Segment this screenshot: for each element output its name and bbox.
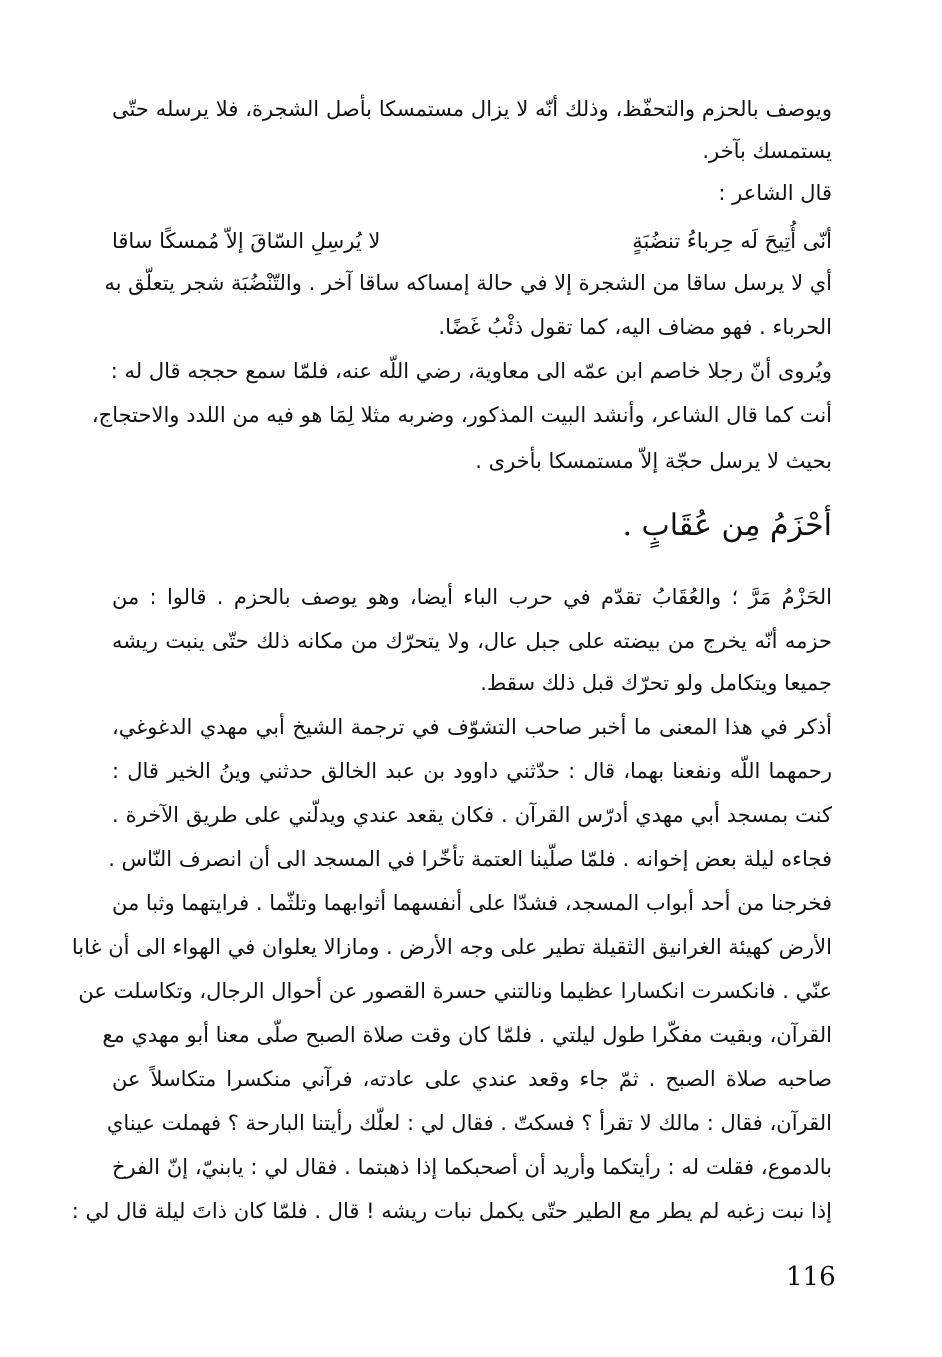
text-line: كنت بمسجد أبي مهدي أدرّس القرآن . فكان يقعد عندي ويدلّني على طريق الآخرة . xyxy=(112,803,832,827)
verse-hemistich-second: لا يُرسِلِ السّاقَ إلاّ مُمسكًا ساقا xyxy=(112,229,381,253)
text-line: ويُروى أنّ رجلا خاصم ابن عمّه الى معاوية، رضي اللّه عنه، فلمّا سمع حججه قال له : xyxy=(110,359,832,383)
text-line: قال الشاعر : xyxy=(718,181,832,205)
text-line: الحَزْمُ مَرَّ ؛ والعُقَابُ تقدّم في حرب الباء أيضا، وهو يوصف بالحزم . قالوا : من xyxy=(112,585,832,609)
text-line: حزمه أنّه يخرج من بيضته على جبل عال، ولا يتحرّك من مكانه ذلك حتّى ينبت ريشه xyxy=(112,629,832,653)
text-line: رحمهما اللّه ونفعنا بهما، قال : حدّثني داوود بن عبد الخالق حدثني وينُ الخير قال : xyxy=(112,759,832,783)
text-line: القرآن، وبقيت مفكّرا طول ليلتي . فلمّا كان وقت صلاة الصبح صلّى معنا أبو مهدي مع xyxy=(102,1023,832,1047)
text-line: أذكر في هذا المعنى ما أخبر صاحب التشوّف في ترجمة الشيخ أبي مهدي الدغوغي، xyxy=(112,715,832,739)
text-line: صاحبه صلاة الصبح . ثمّ جاء وقعد عندي على عادته، فرآني منكسرا متكاسلاً عن xyxy=(112,1067,832,1091)
text-line: الحرباء . فهو مضاف اليه، كما تقول ذئْبُ غَضًا. xyxy=(438,315,832,339)
text-line: الأرض كهيئة الغرانيق الثقيلة تطير على وجه الأرض . ومازالا يعلوان في الهواء الى أن غابا xyxy=(71,935,832,959)
text-line: إذا نبت زغبه لم يطر مع الطير حتّى يكمل نبات ريشه ! قال . فلمّا كان ذاتَ ليلة قال لي : xyxy=(71,1199,832,1223)
poetry-verse xyxy=(112,226,832,256)
text-line: فخرجنا من أحد أبواب المسجد، فشدّا على أنفسهما أثوابهما وتلثّما . فرايتهما وثبا من xyxy=(112,891,832,915)
text-line: عنّي . فانكسرت انكسارا عظيما ونالتني حسرة القصور عن أحوال الرجال، وتكاسلت عن xyxy=(78,979,832,1003)
page-number: 116 xyxy=(786,1262,836,1292)
section-heading: أحْزَمُ مِن عُقَابٍ . xyxy=(622,508,832,543)
text-line: بحيث لا يرسل حجّة إلاّ مستمسكا بأخرى . xyxy=(475,449,832,473)
text-line: ويوصف بالحزم والتحفّظ، وذلك أنّه لا يزال مستمسكا بأصل الشجرة، فلا يرسله حتّى xyxy=(112,97,832,121)
text-line: جميعا ويتكامل ولو تحرّك قبل ذلك سقط. xyxy=(480,671,832,695)
text-line: بالدموع، فقلت له : رأيتكما وأريد أن أصحبكما إذا ذهبتما . فقال لي : يابنيّ، إنّ الفرخ xyxy=(112,1155,832,1179)
text-line: يستمسك بآخر. xyxy=(702,139,832,163)
verse-hemistich-first: أنّى أُتِيحَ لَه حِرباءُ تنضُبَةٍ xyxy=(632,229,832,253)
text-line: أنت كما قال الشاعر، وأنشد البيت المذكور، وضربه مثلا لِمَا هو فيه من اللدد والاحتجاج، xyxy=(91,403,832,427)
text-line: فجاءه ليلة بعض إخوانه . فلمّا صلّينا العتمة تأخّرا في المسجد الى أن انصرف النّاس . xyxy=(108,847,832,871)
text-line: القرآن، فقال : مالك لا تقرأ ؟ فسكتّ . فقال لي : لعلّك رأيتنا البارحة ؟ فهملت عيناي xyxy=(106,1111,832,1135)
text-line: أي لا يرسل ساقا من الشجرة إلا في حالة إمساكه ساقا آخر . والتّنْضُبَة شجر يتعلّق به xyxy=(104,271,832,295)
